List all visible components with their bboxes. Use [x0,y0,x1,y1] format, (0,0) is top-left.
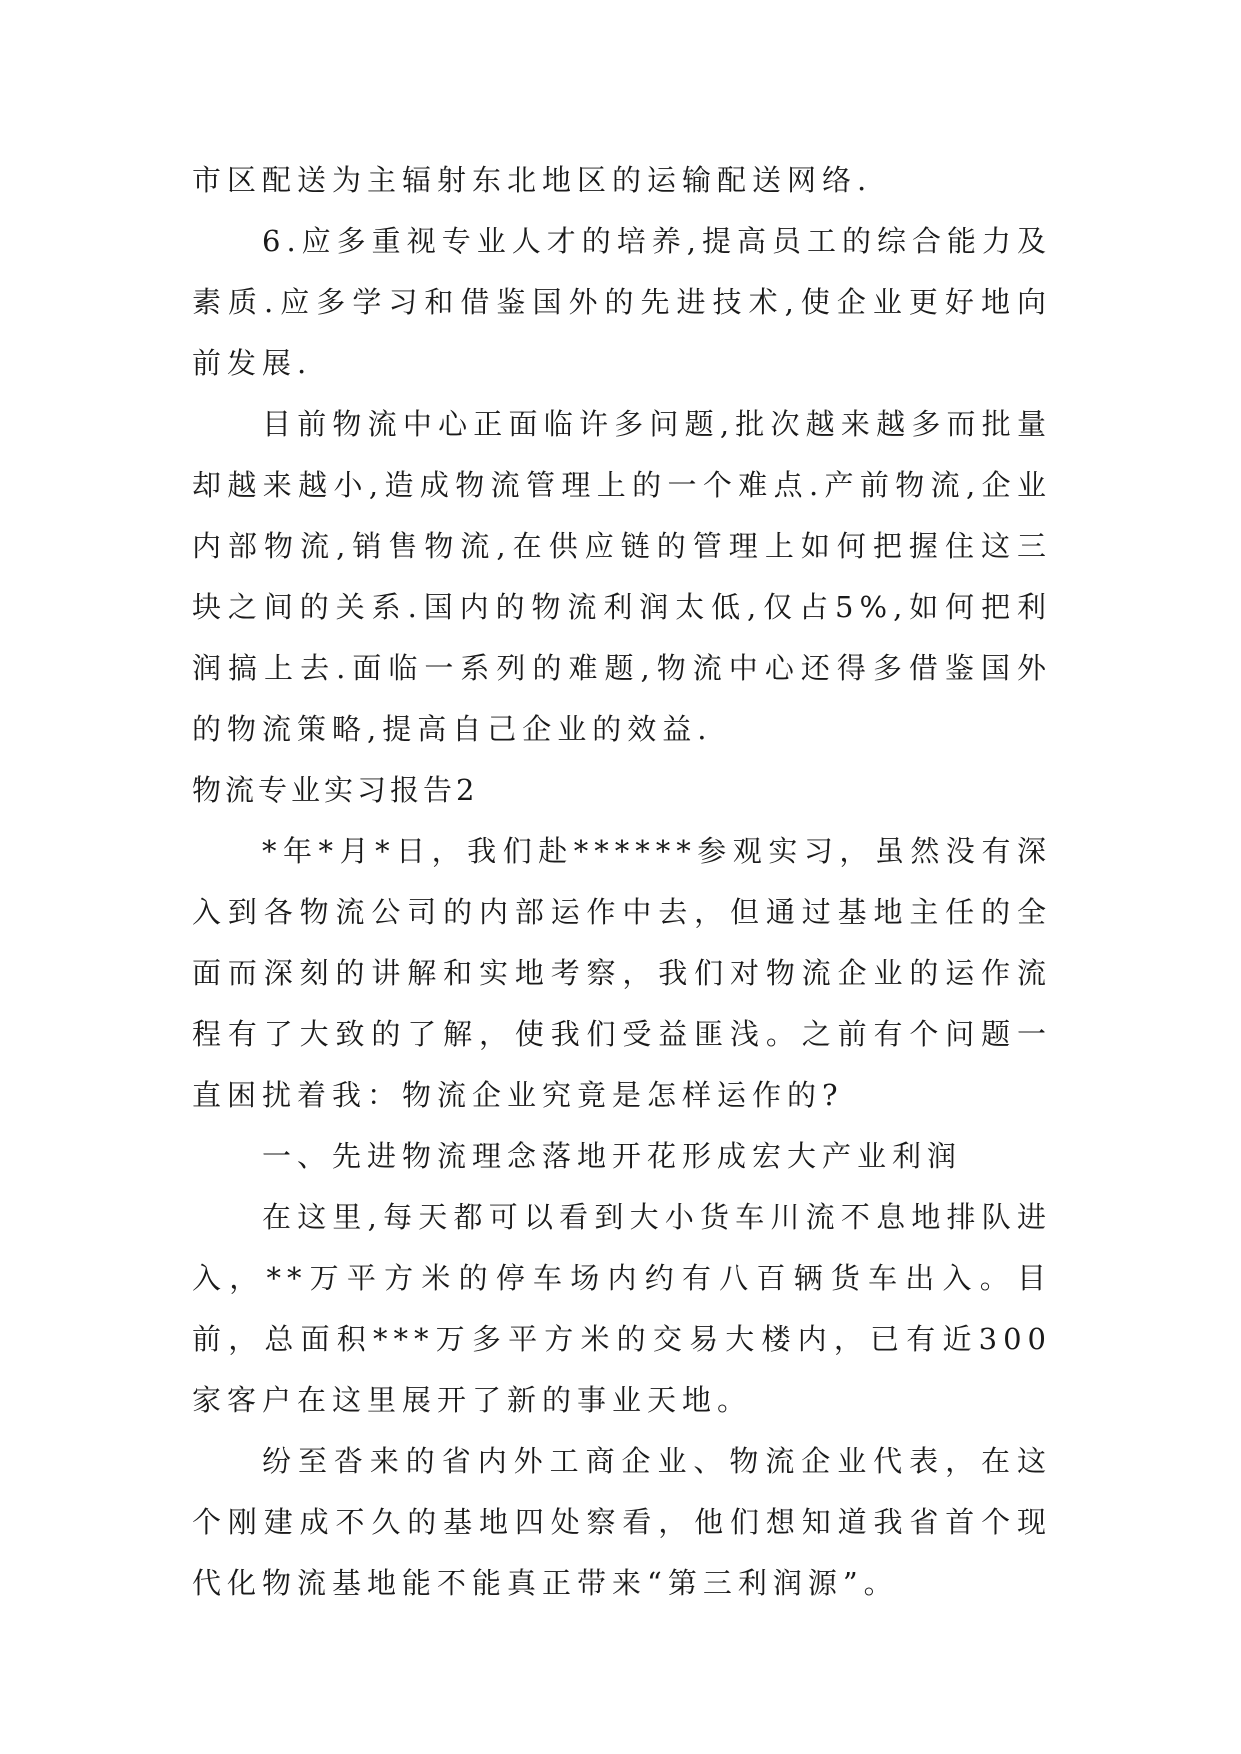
section-title: 物流专业实习报告2 [192,773,479,807]
paragraph-trucks: 在这里,每天都可以看到大小货车川流不息地排队进入，**万平方米的停车场内约有八百辆货车出入。目前，总面积***万多平方米的交易大楼内，已有近300家客户在这里展开了新的事业天地。 [192,1200,1052,1417]
paragraph-problems: 目前物流中心正面临许多问题,批次越来越多而批量却越来越小,造成物流管理上的一个难点.产前物流,企业内部物流,销售物流,在供应链的管理上如何把握住这三块之间的关系.国内的物流利润太低,仅占5%,如何把利润搞上去.面临一系列的难题,物流中心还得多借鉴国外的物流策略,提高自己企业的效益. [192,407,1052,746]
paragraph-continuation: 市区配送为主辐射东北地区的运输配送网络. [192,163,873,197]
paragraph-visit-intro: *年*月*日，我们赴******参观实习，虽然没有深入到各物流公司的内部运作中去，但通过基地主任的全面而深刻的讲解和实地考察，我们对物流企业的运作流程有了大致的了解，使我们受益匪浅。之前有个问题一直困扰着我：物流企业究竟是怎样运作的? [192,834,1052,1112]
paragraph-point-6: 6.应多重视专业人才的培养,提高员工的综合能力及素质.应多学习和借鉴国外的先进技术,使企业更好地向前发展. [192,224,1052,380]
paragraph-visitors: 纷至沓来的省内外工商企业、物流企业代表，在这个刚建成不久的基地四处察看，他们想知道我省首个现代化物流基地能不能真正带来“第三利润源”。 [192,1444,1052,1600]
document-page [192,150,1052,1614]
subheading-one: 一、先进物流理念落地开花形成宏大产业利润 [262,1139,963,1173]
